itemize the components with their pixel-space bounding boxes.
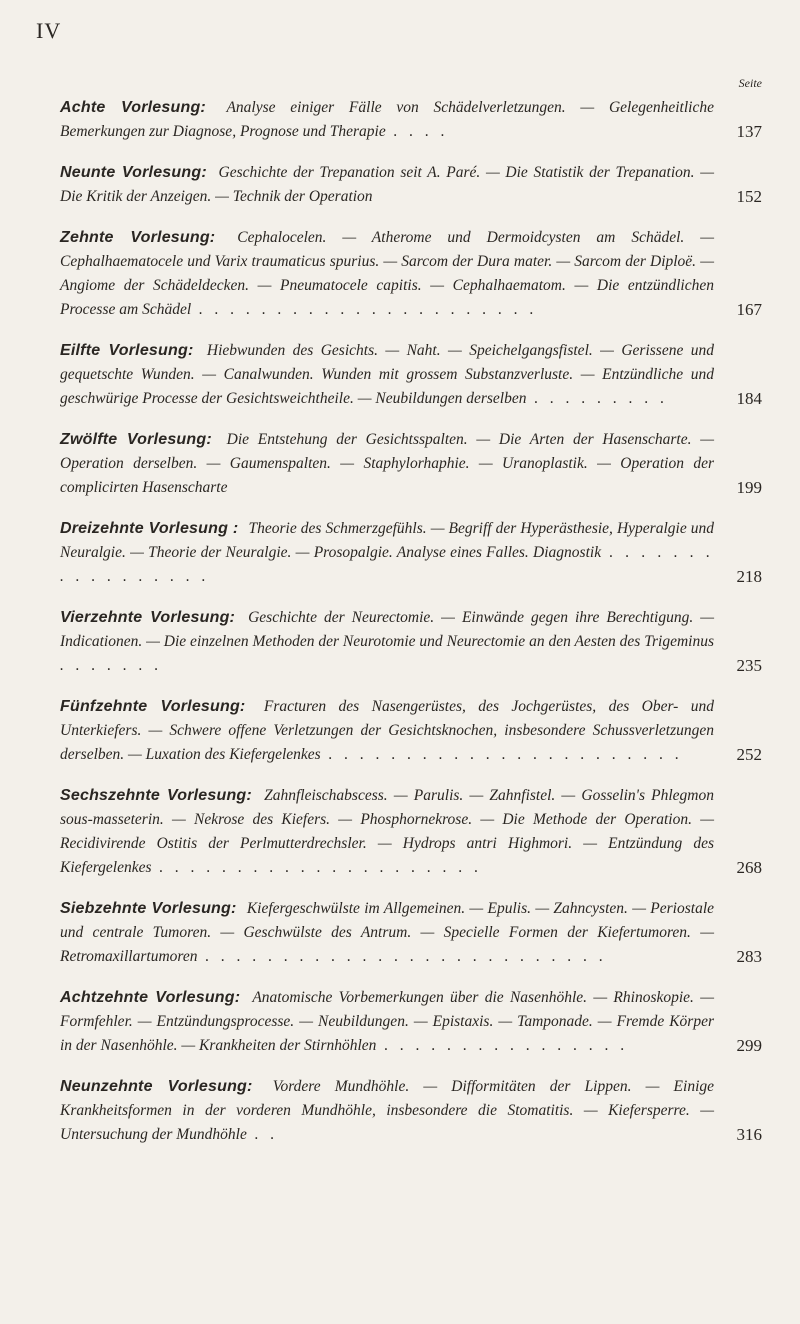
toc-entry <box>60 96 762 144</box>
lecture-topics: Die Entstehung der Gesichtsspalten. — Die Arten der Hasenscharte. — Operation derselben. — Gaumenspalten. — Staphylorhaphie. — Uranoplastik. — Operation der complicirten Hasenscharte <box>60 431 714 496</box>
lecture-heading: Achtzehnte Vorlesung: <box>60 989 241 1006</box>
lecture-heading: Eilfte Vorlesung: <box>60 342 194 359</box>
page-reference: 184 <box>736 389 762 408</box>
lecture-topics: Vordere Mundhöhle. — Difformitäten der Lippen. — Einige Krankheitsformen in der vorderen Mundhöhle, insbesondere die Stomatitis. — Kiefersperre. — Untersuchung der Mundhöhle <box>60 1078 714 1143</box>
leader-dots: . . <box>246 1126 279 1143</box>
lecture-topics: Kiefergeschwülste im Allgemeinen. — Epulis. — Zahncysten. — Periostale und centrale Tumoren. — Geschwülste des Antrum. — Specielle Formen der Kiefertumoren. — Retromaxillartumoren <box>60 900 715 965</box>
page-reference: 167 <box>736 300 762 319</box>
page-reference: 316 <box>736 1125 762 1144</box>
toc-entry-text <box>60 226 762 322</box>
toc-entry <box>60 226 762 322</box>
leader-dots: . . . . . . . . . . . . . . . . <box>376 1037 629 1054</box>
lecture-heading: Siebzehnte Vorlesung: <box>60 900 237 917</box>
toc-entry <box>60 339 762 411</box>
page-reference: 235 <box>736 656 762 675</box>
toc-entry <box>60 1075 762 1147</box>
lecture-heading: Vierzehnte Vorlesung: <box>60 609 236 626</box>
toc-entry-text <box>60 1075 762 1147</box>
toc-entry-text <box>60 96 762 144</box>
column-header-seite: Seite <box>738 76 762 90</box>
page-reference: 268 <box>736 858 762 877</box>
page-reference: 137 <box>736 122 762 141</box>
lecture-topics: Anatomische Vorbemerkungen über die Nasenhöhle. — Rhinoskopie. — Formfehler. — Entzündungsprocesse. — Neubildungen. — Epistaxis. — Tamponade. — Fremde Körper in der Nasenhöhle. — Krankheiten der Stirnhöhlen <box>60 989 715 1054</box>
leader-dots: . . . . . . . <box>60 657 163 674</box>
page-reference: 152 <box>736 187 762 206</box>
leader-dots: . . . . . . . . . <box>526 390 669 407</box>
page-reference: 299 <box>736 1036 762 1055</box>
toc-entry-text <box>60 339 762 411</box>
toc-entry-text <box>60 784 762 880</box>
lecture-heading: Fünfzehnte Vorlesung: <box>60 698 246 715</box>
leader-dots: . . . . . . . . . . . . . . . . . . . . . . . <box>320 746 683 763</box>
lecture-heading: Neunte Vorlesung: <box>60 164 207 181</box>
lecture-heading: Dreizehnte Vorlesung : <box>60 520 239 537</box>
lecture-topics: Geschichte der Trepanation seit A. Paré. — Die Statistik der Trepanation. — Die Kritik der Anzeigen. — Technik der Operation <box>60 164 715 205</box>
table-of-contents <box>60 96 762 1164</box>
lecture-topics: Hiebwunden des Gesichts. — Naht. — Speichelgangsfistel. — Gerissene und gequetschte Wunden. — Canalwunden. Wunden mit grossem Substanzverluste. — Entzündliche und geschwürige Processe der Gesichtsweichtheile. — Neubildungen derselben <box>60 342 714 407</box>
lecture-topics: Analyse einiger Fälle von Schädelverletzungen. — Gelegenheitliche Bemerkungen zur Diagnose, Prognose und Therapie <box>60 99 714 140</box>
lecture-topics: Theorie des Schmerzgefühls. — Begriff der Hyperästhesie, Hyperalgie und Neuralgie. — Theorie der Neuralgie. — Prosopalgie. Analyse eines Falles. Diagnostik <box>60 520 715 561</box>
page-reference: 252 <box>736 745 762 764</box>
toc-entry <box>60 606 762 678</box>
lecture-topics: Fracturen des Nasengerüstes, des Jochgerüstes, des Ober- und Unterkiefers. — Schwere offene Verletzungen der Gesichtsknochen, insbesondere Schussverletzungen derselben. — Luxation des Kiefergelenkes <box>60 698 715 763</box>
leader-dots: . . . . . . . . . . . . . . . . . <box>60 544 715 585</box>
toc-entry <box>60 517 762 589</box>
page-reference: 218 <box>736 567 762 586</box>
page-reference: 199 <box>736 478 762 497</box>
lecture-topics: Geschichte der Neurectomie. — Einwände gegen ihre Berechtigung. — Indicationen. — Die einzelnen Methoden der Neurotomie und Neurectomie an den Aesten des Trigeminus <box>60 609 714 650</box>
toc-entry-text <box>60 161 762 209</box>
lecture-topics: Cephalocelen. — Atherome und Dermoidcysten am Schädel. — Cephalhaematocele und Varix traumaticus spurius. — Sarcom der Dura mater. — Sarcom der Diploë. — Angiome der Schädeldecken. — Pneumatocele capitis. — Cephalhaematom. — Die entzündlichen Processe am Schädel <box>60 229 714 318</box>
toc-entry-text <box>60 606 762 678</box>
leader-dots: . . . . . . . . . . . . . . . . . . . . . . . . . . <box>197 948 607 965</box>
leader-dots: . . . . . . . . . . . . . . . . . . . . . . <box>191 301 538 318</box>
lecture-heading: Neunzehnte Vorlesung: <box>60 1078 253 1095</box>
leader-dots: . . . . . . . . . . . . . . . . . . . . . <box>151 859 483 876</box>
lecture-heading: Zehnte Vorlesung: <box>60 229 216 246</box>
toc-entry <box>60 161 762 209</box>
lecture-topics: Zahnfleischabscess. — Parulis. — Zahnfistel. — Gosselin's Phlegmon sous-masseterin. — Nekrose des Kiefers. — Phosphornekrose. — Die Methode der Operation. — Recidivirende Ostitis der Perlmutterdrechsler. — Hydrops antri Highmori. — Entzündung des Kiefergelenkes <box>60 787 714 876</box>
page-number: IV <box>36 18 62 43</box>
toc-entry <box>60 897 762 969</box>
toc-entry <box>60 695 762 767</box>
toc-entry <box>60 428 762 500</box>
toc-entry-text <box>60 897 762 969</box>
toc-entry-text <box>60 428 762 500</box>
page-reference: 283 <box>736 947 762 966</box>
toc-entry-text <box>60 986 762 1058</box>
leader-dots: . . . . <box>385 123 449 140</box>
lecture-heading: Achte Vorlesung: <box>60 99 206 116</box>
toc-entry-text <box>60 695 762 767</box>
lecture-heading: Sechszehnte Vorlesung: <box>60 787 252 804</box>
lecture-heading: Zwölfte Vorlesung: <box>60 431 212 448</box>
toc-entry-text <box>60 517 762 589</box>
toc-entry <box>60 784 762 880</box>
toc-entry <box>60 986 762 1058</box>
